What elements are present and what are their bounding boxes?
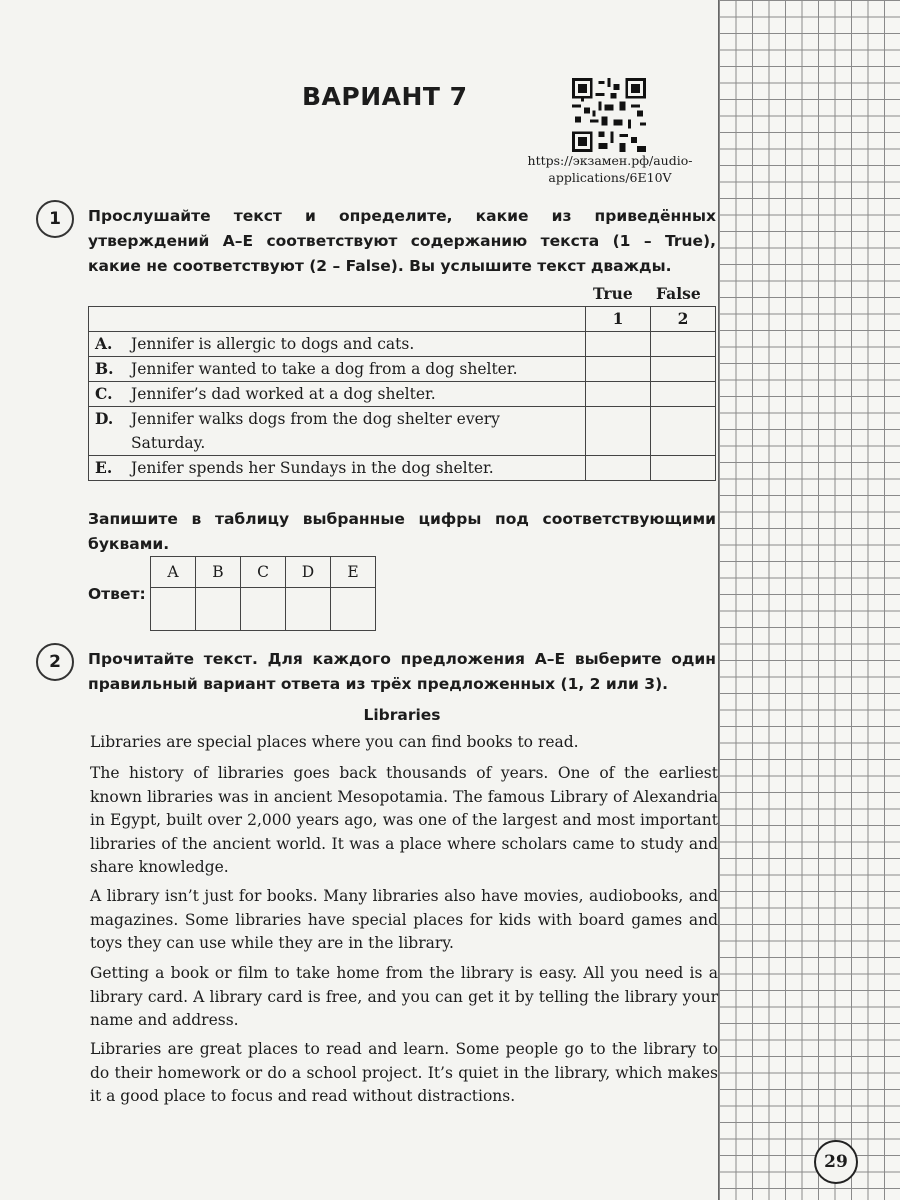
task1-instruction: Прослушайте текст и определите, какие из приведённых утверждений А–Е соответствуют содержанию текста (1 – True), какие не соответствуют (2 – False). Вы услышите текст дважды. (88, 207, 716, 275)
answer-letter: A (151, 557, 196, 588)
text-paragraph: Libraries are special places where you can find books to read. (90, 733, 579, 751)
true-number: 1 (586, 307, 651, 332)
answer-input-cell[interactable] (196, 588, 241, 631)
task-number-badge: 1 (36, 200, 74, 238)
statement-text: Jenifer spends her Sundays in the dog shelter. (131, 459, 494, 477)
false-column-header: False (656, 284, 701, 303)
table-header-blank (89, 307, 586, 332)
answer-cell-false[interactable] (651, 407, 716, 456)
table-row (89, 382, 716, 407)
answer-cell-false[interactable] (651, 357, 716, 382)
answer-letter: C (241, 557, 286, 588)
answer-cell-true[interactable] (586, 456, 651, 481)
qr-code-icon (572, 78, 646, 152)
table-row (89, 407, 716, 456)
answer-label: Ответ: (88, 585, 146, 603)
answer-cell-true[interactable] (586, 357, 651, 382)
answer-input-cell[interactable] (286, 588, 331, 631)
text-paragraph: The history of libraries goes back thousands of years. One of the earliest known libraries was in ancient Mesopotamia. The famous Library of Alexandria in Egypt, built over 2,000 years ago, was one of the largest and most important libraries of the ancient world. It was a place where scholars came to study and share knowledge. (90, 764, 718, 876)
text-title: Libraries (363, 706, 441, 724)
text-paragraph: Getting a book or film to take home from the library is easy. All you need is a library card. A library card is free, and you can get it by telling the library your name and address. (90, 964, 718, 1029)
answer-input-cell[interactable] (241, 588, 286, 631)
answer-table (150, 556, 376, 631)
task2-instruction: Прочитайте текст. Для каждого предложения A–E выберите один правильный вариант ответа из трёх предложенных (1, 2 или 3). (88, 650, 716, 693)
statement-letter: C. (95, 384, 113, 403)
answer-letter: E (331, 557, 376, 588)
text-paragraph: Libraries are great places to read and learn. Some people go to the library to do their homework or do a school project. It’s quiet in the library, which makes it a good place to focus and read without distractions. (90, 1040, 718, 1105)
qr-url[interactable]: https://экзамен.рф/audio-applications/6E10V (527, 153, 693, 185)
answer-cell-false[interactable] (651, 456, 716, 481)
answer-cell-false[interactable] (651, 382, 716, 407)
false-number: 2 (651, 307, 716, 332)
statement-text: Jennifer walks dogs from the dog shelter every Saturday. (131, 410, 500, 452)
statement-letter: A. (95, 334, 113, 353)
page-number: 29 (814, 1140, 858, 1184)
answer-cell-true[interactable] (586, 332, 651, 357)
text-paragraph: A library isn’t just for books. Many libraries also have movies, audiobooks, and magazines. Some libraries have special places for kids with board games and toys they can use while they are in the library. (90, 887, 718, 952)
statement-text: Jennifer’s dad worked at a dog shelter. (131, 385, 436, 403)
grid-margin (718, 0, 900, 1200)
answer-letter: D (286, 557, 331, 588)
answer-cell-true[interactable] (586, 382, 651, 407)
answer-input-cell[interactable] (331, 588, 376, 631)
statement-letter: B. (95, 359, 114, 378)
table-row (89, 332, 716, 357)
statement-text: Jennifer is allergic to dogs and cats. (131, 335, 415, 353)
statement-letter: E. (95, 458, 113, 477)
true-false-table (88, 306, 716, 481)
true-column-header: True (593, 284, 633, 303)
variant-title: ВАРИАНТ 7 (302, 82, 468, 111)
answer-cell-true[interactable] (586, 407, 651, 456)
statement-text: Jennifer wanted to take a dog from a dog shelter. (131, 360, 518, 378)
answer-cell-false[interactable] (651, 332, 716, 357)
answer-instruction: Запишите в таблицу выбранные цифры под соответствующими буквами. (88, 510, 716, 553)
answer-input-cell[interactable] (151, 588, 196, 631)
task-number-badge: 2 (36, 643, 74, 681)
statement-letter: D. (95, 409, 114, 428)
table-row (89, 357, 716, 382)
table-row (89, 456, 716, 481)
answer-letter: B (196, 557, 241, 588)
